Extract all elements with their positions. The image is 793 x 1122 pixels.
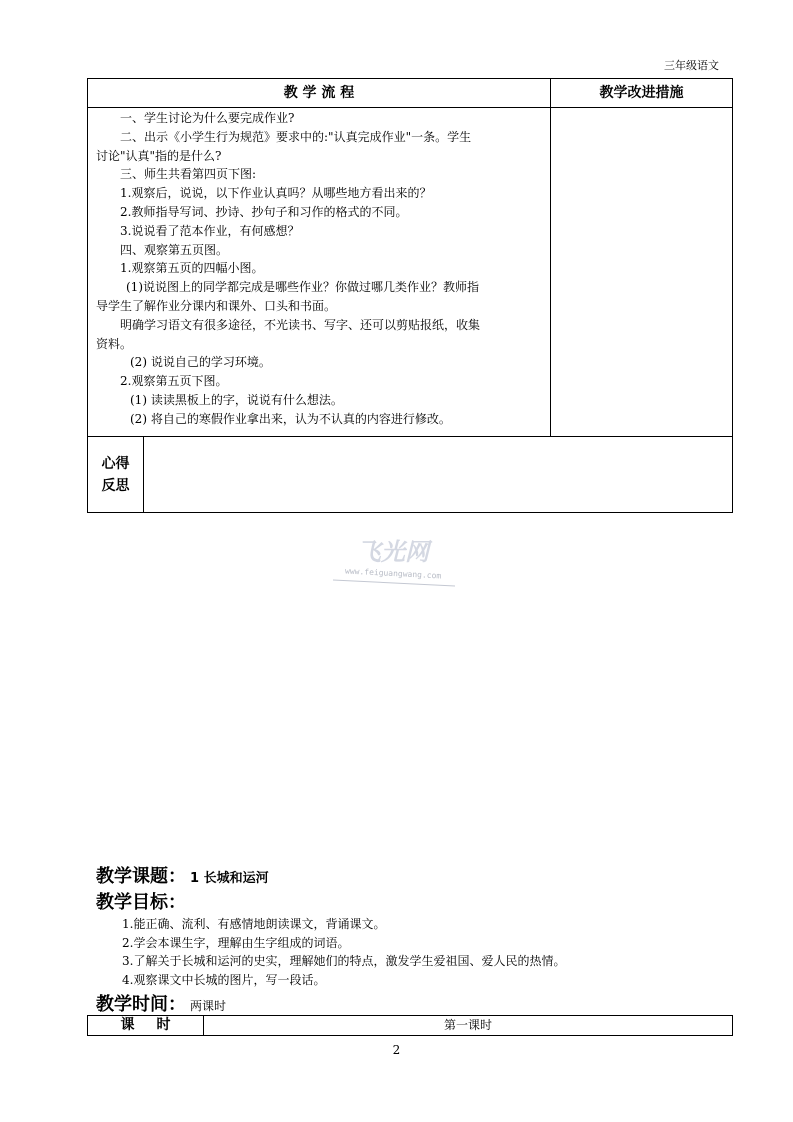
content-line: (2) 说说自己的学习环境。 xyxy=(130,355,271,370)
goals-heading: 教学目标： xyxy=(96,892,186,913)
teaching-time-row xyxy=(96,990,226,1016)
content-line: 资料。 xyxy=(96,336,133,351)
watermark-underline xyxy=(333,580,455,586)
reflection-label xyxy=(88,437,143,512)
content-line: 二、出示《小学生行为规范》要求中的:"认真完成作业"一条。学生 xyxy=(120,129,472,144)
column-header-improvement: 教学改进措施 xyxy=(599,85,684,101)
content-line: 1.观察后，说说，以下作业认真吗？从哪些地方看出来的？ xyxy=(120,186,432,201)
header-divider xyxy=(88,107,732,108)
goal-item: 4.观察课文中长城的图片，写一段话。 xyxy=(122,972,326,987)
teaching-time-label: 教学时间： xyxy=(96,994,186,1015)
goal-item: 2.学会本课生字，理解由生字组成的词语。 xyxy=(122,935,350,950)
teaching-process-table xyxy=(87,78,733,513)
goal-item: 1.能正确、流利、有感情地朗读课文，背诵课文。 xyxy=(122,917,386,931)
lesson-title-label: 教学课题： xyxy=(96,866,186,887)
content-line: (1) 读读黑板上的字，说说有什么想法。 xyxy=(130,392,343,407)
process-content xyxy=(96,109,546,429)
content-line: (2) 将自己的寒假作业拿出来，认为不认真的内容进行修改。 xyxy=(130,411,451,426)
watermark-logo xyxy=(325,530,460,588)
content-line: 讨论"认真"指的是什么? xyxy=(96,148,222,163)
watermark-logo-text: 飞光网 xyxy=(357,538,429,566)
goal-item: 3.了解关于长城和运河的史实，理解她们的特点，激发学生爱祖国、爱人民的热情。 xyxy=(122,954,566,968)
goals-list xyxy=(122,915,565,989)
watermark-url: www.feiguangwang.com xyxy=(344,566,442,581)
period-value: 第一课时 xyxy=(443,1018,492,1032)
content-line: 明确学习语文有很多途径，不光读书、写字、还可以剪贴报纸，收集 xyxy=(120,317,481,332)
content-line: (1)说说图上的同学都完成是哪些作业？你做过哪几类作业？教师指 xyxy=(126,280,480,295)
period-label: 课时 xyxy=(120,1017,193,1033)
reflect-divider xyxy=(88,436,732,437)
content-line: 1.观察第五页的四幅小图。 xyxy=(120,261,264,276)
column-header-process: 教 学 流 程 xyxy=(283,85,355,101)
reflect-label-divider xyxy=(143,436,144,512)
column-divider xyxy=(550,79,551,436)
teaching-time-value: 两课时 xyxy=(190,999,227,1013)
lesson-title-row xyxy=(96,862,269,888)
reflection-label-line2: 反思 xyxy=(101,477,130,494)
content-line: 2.教师指导写词、抄诗、抄句子和习作的格式的不同。 xyxy=(120,204,408,219)
content-line: 四、观察第五页图。 xyxy=(120,242,229,257)
content-line: 导学生了解作业分课内和课外、口头和书面。 xyxy=(96,298,337,313)
reflection-label-line1: 心得 xyxy=(101,455,130,472)
content-line: 三、师生共看第四页下图: xyxy=(120,167,257,182)
header-grade-subject: 三年级语文 xyxy=(664,59,719,72)
content-line: 3.说说看了范本作业，有何感想？ xyxy=(120,223,300,238)
content-line: 一、学生讨论为什么要完成作业? xyxy=(120,111,295,125)
content-line: 2.观察第五页下图。 xyxy=(120,374,228,389)
lesson-title-value: 1 长城和运河 xyxy=(190,871,269,886)
page-number: 2 xyxy=(392,1043,401,1057)
period-table xyxy=(87,1015,733,1036)
